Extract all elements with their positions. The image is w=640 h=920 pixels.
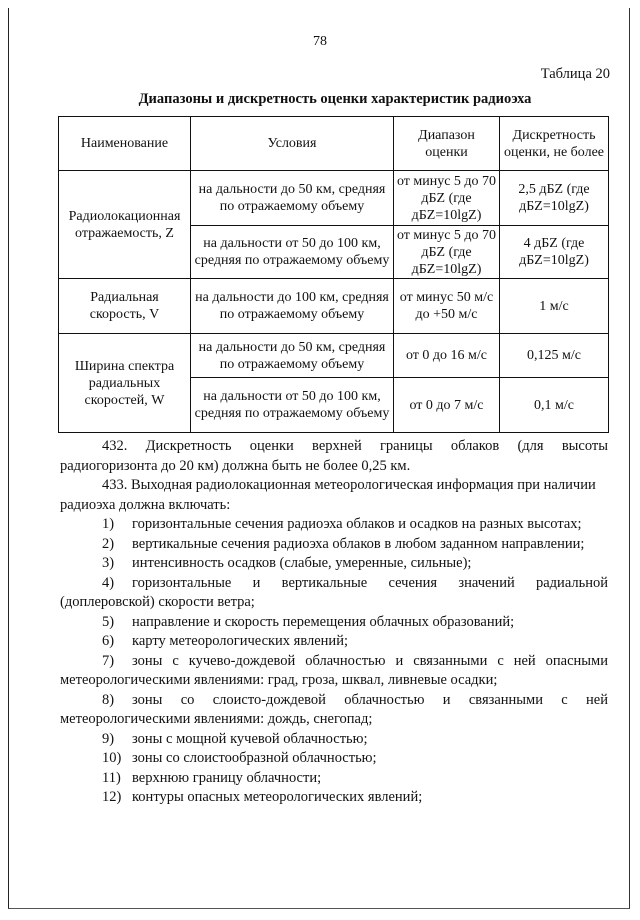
list-item-number: 2) xyxy=(102,535,115,552)
list-item-text: вертикальные сечения радиоэха облаков в любом заданном направлении; xyxy=(132,535,585,552)
list-item xyxy=(60,749,608,769)
list-item-text: зоны с кучево-дождевой облачностью и связанными с ней опасными xyxy=(132,652,608,669)
list-item-text: зоны с мощной кучевой облачностью; xyxy=(132,730,368,747)
list-item-number: 5) xyxy=(102,613,115,630)
list-item-number: 12) xyxy=(102,789,122,805)
cell-condition: на дальности до 50 км, средняя по отражаемому объему xyxy=(191,171,394,226)
header-name: Наименование xyxy=(59,117,191,171)
list-item-text: карту метеорологических явлений; xyxy=(132,633,348,649)
list-item-number: 11) xyxy=(102,769,121,786)
cell-condition: на дальности от 50 до 100 км, средняя по отражаемому объему xyxy=(191,226,394,279)
list-item-number: 10) xyxy=(102,750,122,766)
list-item-number: 8) xyxy=(102,691,115,708)
list-item-number: 4) xyxy=(102,574,115,591)
paragraph-432-line: радиогоризонта до 20 км) должна быть не более 0,25 км. xyxy=(60,457,411,474)
row-name-velocity: Радиальная скорость, V xyxy=(59,279,191,334)
list-item-continuation: (доплеровской) скорости ветра; xyxy=(60,594,255,610)
cell-step: 4 дБZ (где дБZ=10lgZ) xyxy=(500,226,609,279)
list-item-number: 3) xyxy=(102,555,115,571)
paragraph-432-line: 432. Дискретность оценки верхней границы облаков (для высоты xyxy=(102,438,608,454)
list-item xyxy=(60,554,608,574)
list-item xyxy=(60,535,608,555)
list-item xyxy=(60,788,608,808)
list-item-text: горизонтальные сечения радиоэха облаков и осадков на разных высотах; xyxy=(132,516,582,532)
header-conditions: Условия xyxy=(191,117,394,171)
list-item xyxy=(60,652,608,672)
list-item xyxy=(60,769,608,789)
list-item xyxy=(60,515,608,535)
cell-step: 0,125 м/с xyxy=(500,334,609,378)
cell-step: 1 м/с xyxy=(500,279,609,334)
cell-range: от 0 до 16 м/с xyxy=(394,334,500,378)
list-item-text: зоны со слоистообразной облачностью; xyxy=(132,750,377,766)
list-item xyxy=(60,730,608,750)
table-row xyxy=(59,171,609,226)
list-item-text: верхнюю границу облачности; xyxy=(132,769,322,786)
list-item-number: 7) xyxy=(102,652,115,669)
list-item-text: интенсивность осадков (слабые, умеренные, сильные); xyxy=(132,555,472,571)
cell-range: от 0 до 7 м/с xyxy=(394,378,500,433)
cell-condition: на дальности от 50 до 100 км, средняя по отражаемому объему xyxy=(191,378,394,433)
list-item-number: 6) xyxy=(102,633,115,649)
cell-range: от минус 5 до 70 дБZ (где дБZ=10lgZ) xyxy=(394,171,500,226)
header-step: Дискретность оценки, не более xyxy=(500,117,609,171)
table-label: Таблица 20 xyxy=(540,66,610,82)
table-row xyxy=(59,279,609,334)
list-item-text: направление и скорость перемещения облачных образований; xyxy=(132,613,515,630)
list-item-text: зоны со слоисто-дождевой облачностью и связанными с ней xyxy=(132,691,608,708)
list-item-continuation: метеорологическими явлениями: град, гроза, шквал, ливневые осадки; xyxy=(60,672,498,688)
document-body xyxy=(60,437,608,808)
table-title: Диапазоны и дискретность оценки характеристик радиоэха xyxy=(138,91,532,107)
list-item xyxy=(60,632,608,652)
paragraph-433-line: 433. Выходная радиолокационная метеорологическая информация при наличии xyxy=(102,477,596,493)
characteristics-table xyxy=(58,116,609,433)
list-item-text: контуры опасных метеорологических явлений; xyxy=(132,789,423,805)
header-range: Диапазон оценки xyxy=(394,117,500,171)
cell-condition: на дальности до 100 км, средняя по отражаемому объему xyxy=(191,279,394,334)
table-row xyxy=(59,334,609,378)
list-item xyxy=(60,691,608,711)
list-item xyxy=(60,613,608,633)
cell-step: 0,1 м/с xyxy=(500,378,609,433)
list-item-continuation: метеорологическими явлениями: дождь, снегопад; xyxy=(60,711,373,727)
row-name-spectrum: Ширина спектра радиальных скоростей, W xyxy=(59,334,191,433)
page-number: 78 xyxy=(313,34,327,49)
cell-range: от минус 50 м/с до +50 м/с xyxy=(394,279,500,334)
cell-step: 2,5 дБZ (где дБZ=10lgZ) xyxy=(500,171,609,226)
list-item-number: 1) xyxy=(102,516,115,532)
list-item-number: 9) xyxy=(102,730,115,747)
list-item xyxy=(60,574,608,594)
row-name-reflectivity: Радиолокационная отражаемость, Z xyxy=(59,171,191,279)
cell-range: от минус 5 до 70 дБZ (где дБZ=10lgZ) xyxy=(394,226,500,279)
list-item-text: горизонтальные и вертикальные сечения значений радиальной xyxy=(132,574,608,591)
table-header-row xyxy=(59,117,609,171)
cell-condition: на дальности до 50 км, средняя по отражаемому объему xyxy=(191,334,394,378)
paragraph-433-line: радиоэха должна включать: xyxy=(60,496,231,513)
